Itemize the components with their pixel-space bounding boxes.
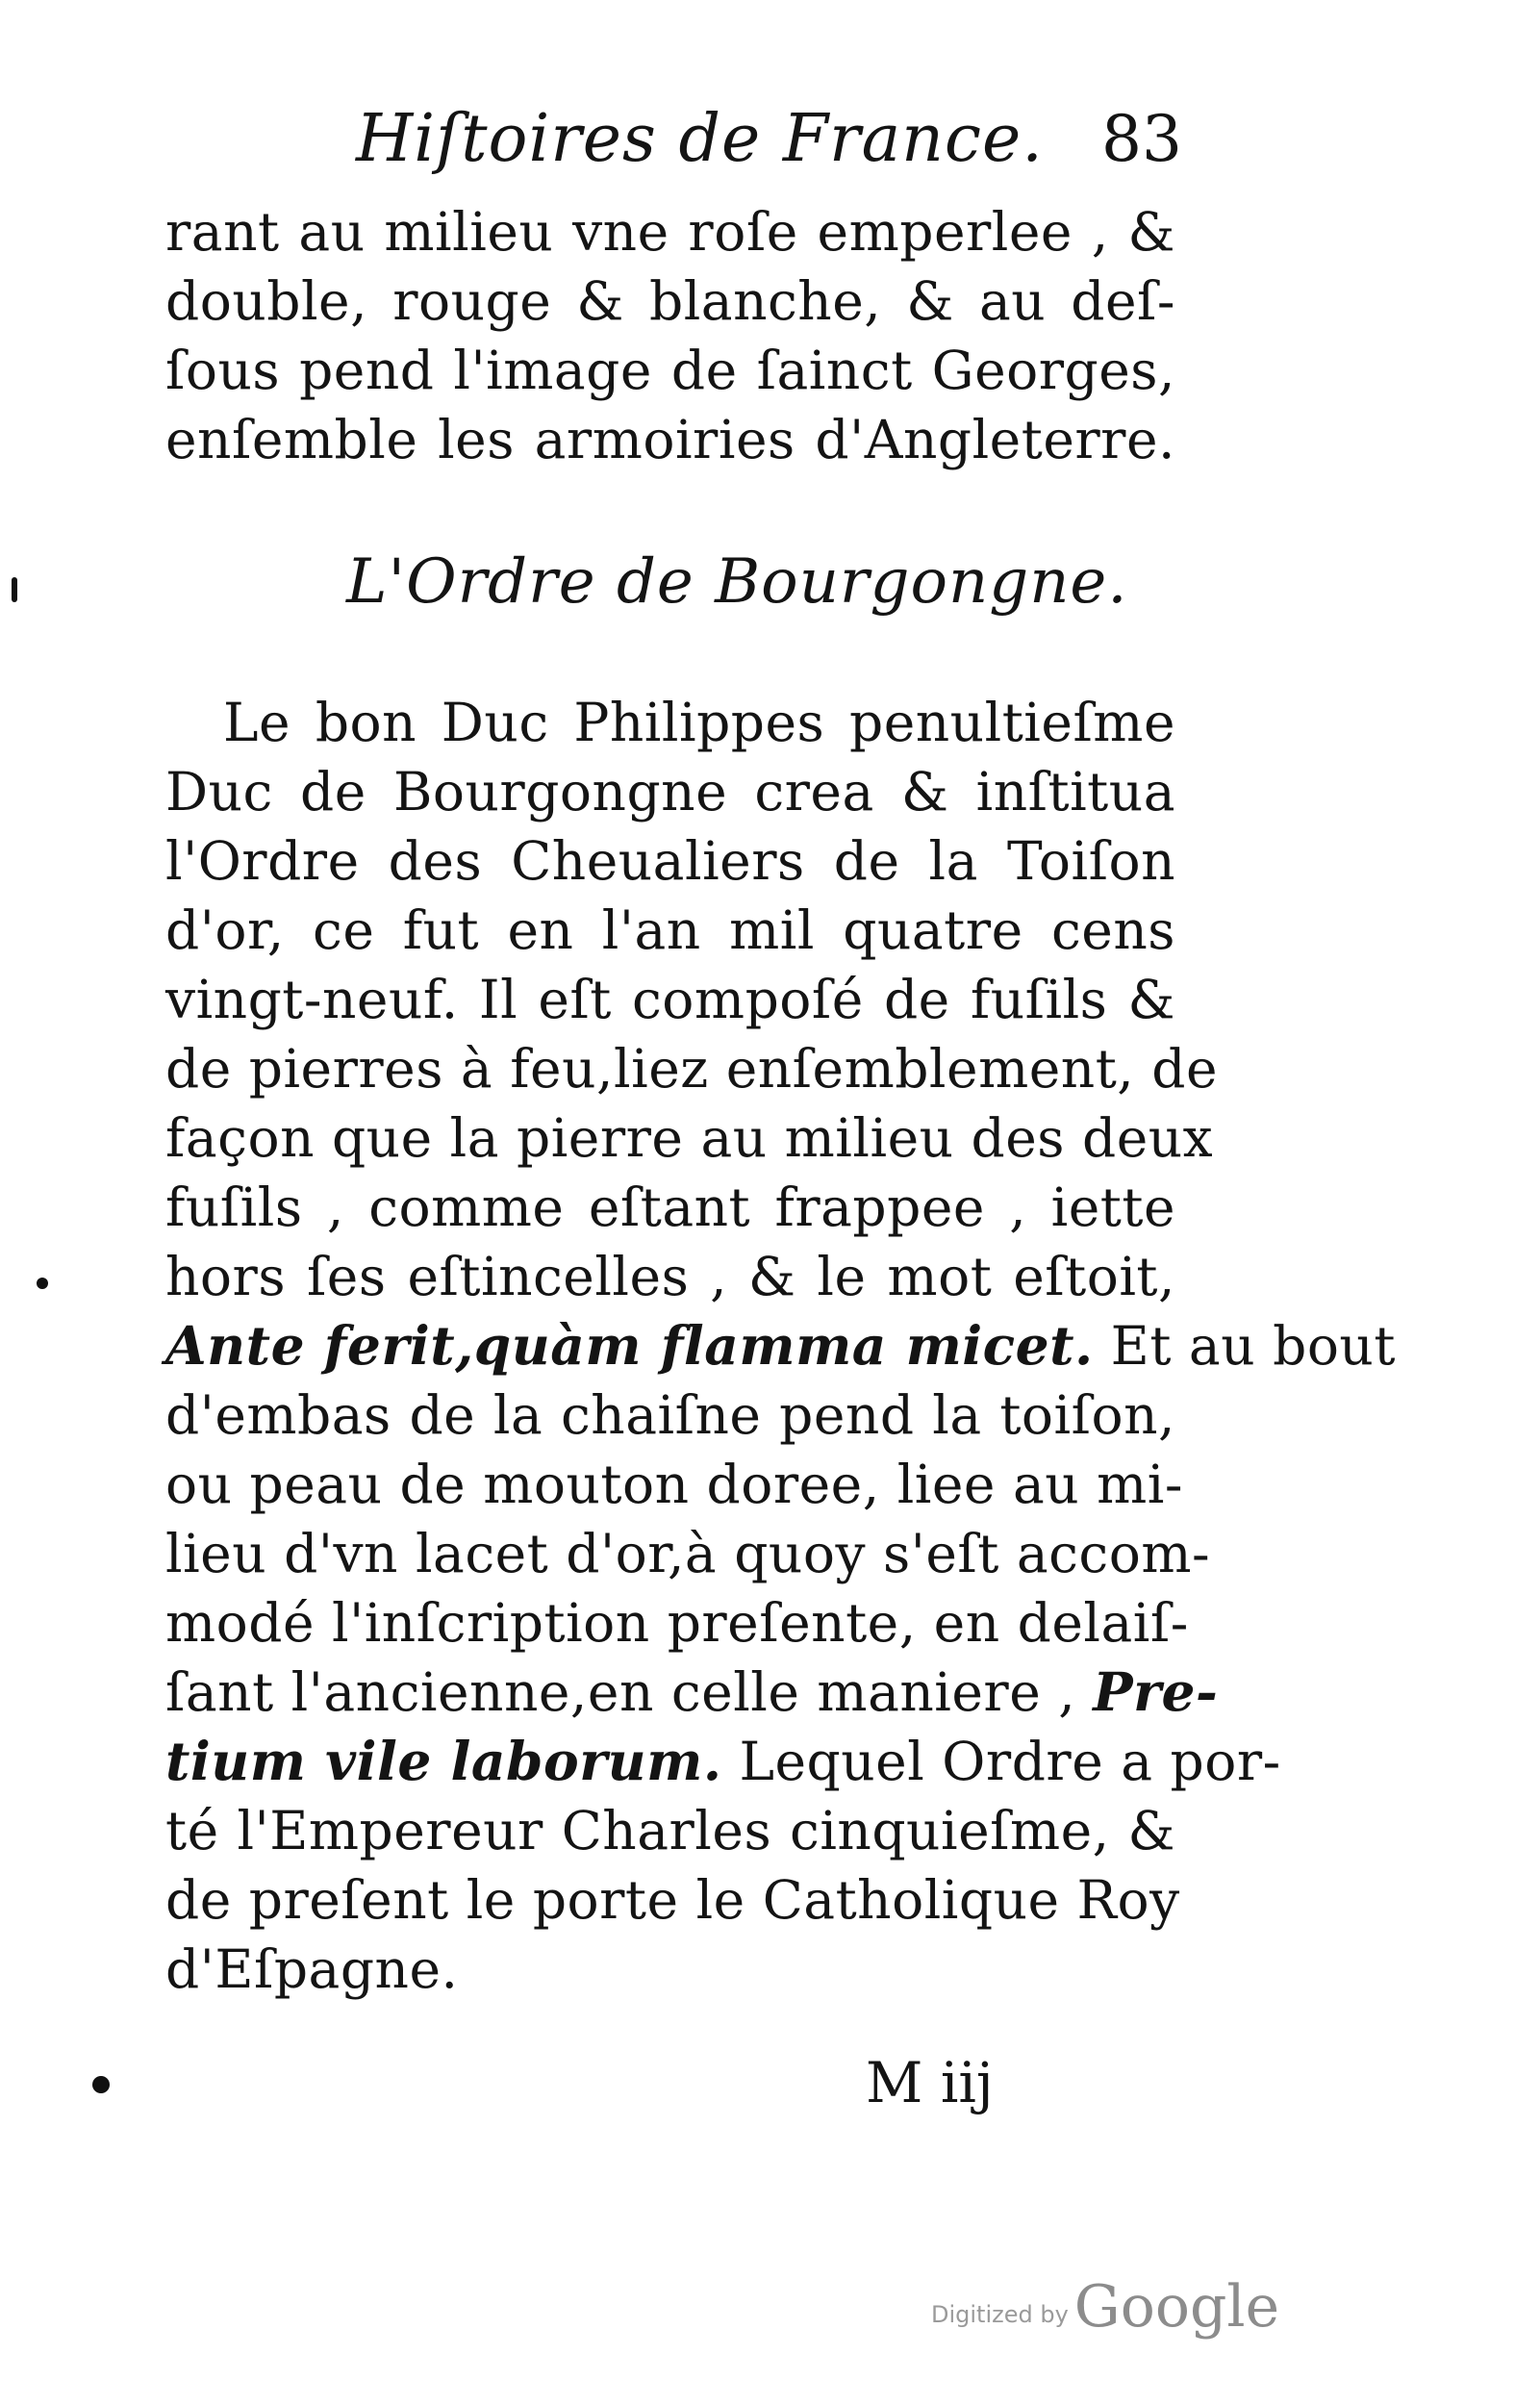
text-line: de preſent le porte le Catholique Roy [165,1869,1180,1931]
text-line: enſemble les armoiries d'Angleterre. [165,409,1175,470]
text-line: double, rouge & blanche, & au deſ- [165,270,1175,332]
page-number: 83 [1101,102,1182,176]
text-line: d'Eſpagne. [165,1938,459,2000]
text-line: Le bon Duc Philippes penultieſme [223,692,1175,753]
watermark-brand: Google [1073,2273,1280,2341]
text-line: ou peau de mouton doree, liee au mi- [165,1454,1183,1515]
text-line: modé l'inſcription preſente, en delaiſ- [165,1592,1189,1654]
section-paragraph [165,688,1396,2004]
text-line: d'embas de la chaiſne pend la toiſon, [165,1384,1175,1446]
text-line: façon que la pierre au milieu des deux [165,1107,1214,1169]
running-title: Hiſtoires de France. [356,101,1044,177]
signature-mark: M iij [866,2050,994,2115]
text-run: ſant l'ancienne,en celle maniere , [165,1661,1094,1723]
text-line: hors ſes eſtincelles , & le mot eſtoit, [165,1246,1175,1307]
text-line: de pierres à feu,liez enſemblement, de [165,1038,1219,1100]
text-line: ſous pend l'image de ſainct Georges, [165,340,1175,401]
watermark-prefix: Digitized by [931,2301,1069,2328]
ink-speck [92,2076,110,2093]
latin-motto: Pre- [1093,1660,1219,1723]
text-line: lieu d'vn lacet d'or,à quoy s'eſt accom- [165,1523,1211,1584]
text-line: fuſils , comme eſtant frappee , iette [165,1177,1175,1238]
text-line [165,1727,1281,1796]
text-run: Et au bout [1093,1315,1396,1377]
text-line: rant au milieu vne roſe emperlee , & [165,201,1175,263]
digitized-watermark [931,2270,1280,2341]
text-line [165,1311,1396,1380]
text-line: d'or, ce fut en l'an mil quatre cens [165,899,1175,961]
text-line [165,1658,1219,1727]
latin-motto: Ante ferit,quàm flamma micet. [165,1314,1094,1377]
top-paragraph [165,197,1175,474]
ink-speck [12,577,17,602]
ink-speck [37,1278,48,1289]
text-line: té l'Empereur Charles cinquieſme, & [165,1800,1175,1861]
running-head [356,101,1202,178]
text-line: Duc de Bourgongne crea & inſtitua [165,761,1175,823]
section-heading: L'Ordre de Bourgongne. [346,546,1128,618]
text-run: Lequel Ordre a por- [721,1731,1281,1792]
text-line: vingt-neuf. Il eſt compoſé de fuſils & [165,969,1175,1030]
latin-motto: tium vile laborum. [165,1730,722,1792]
text-line: l'Ordre des Cheualiers de la Toiſon [165,830,1175,892]
